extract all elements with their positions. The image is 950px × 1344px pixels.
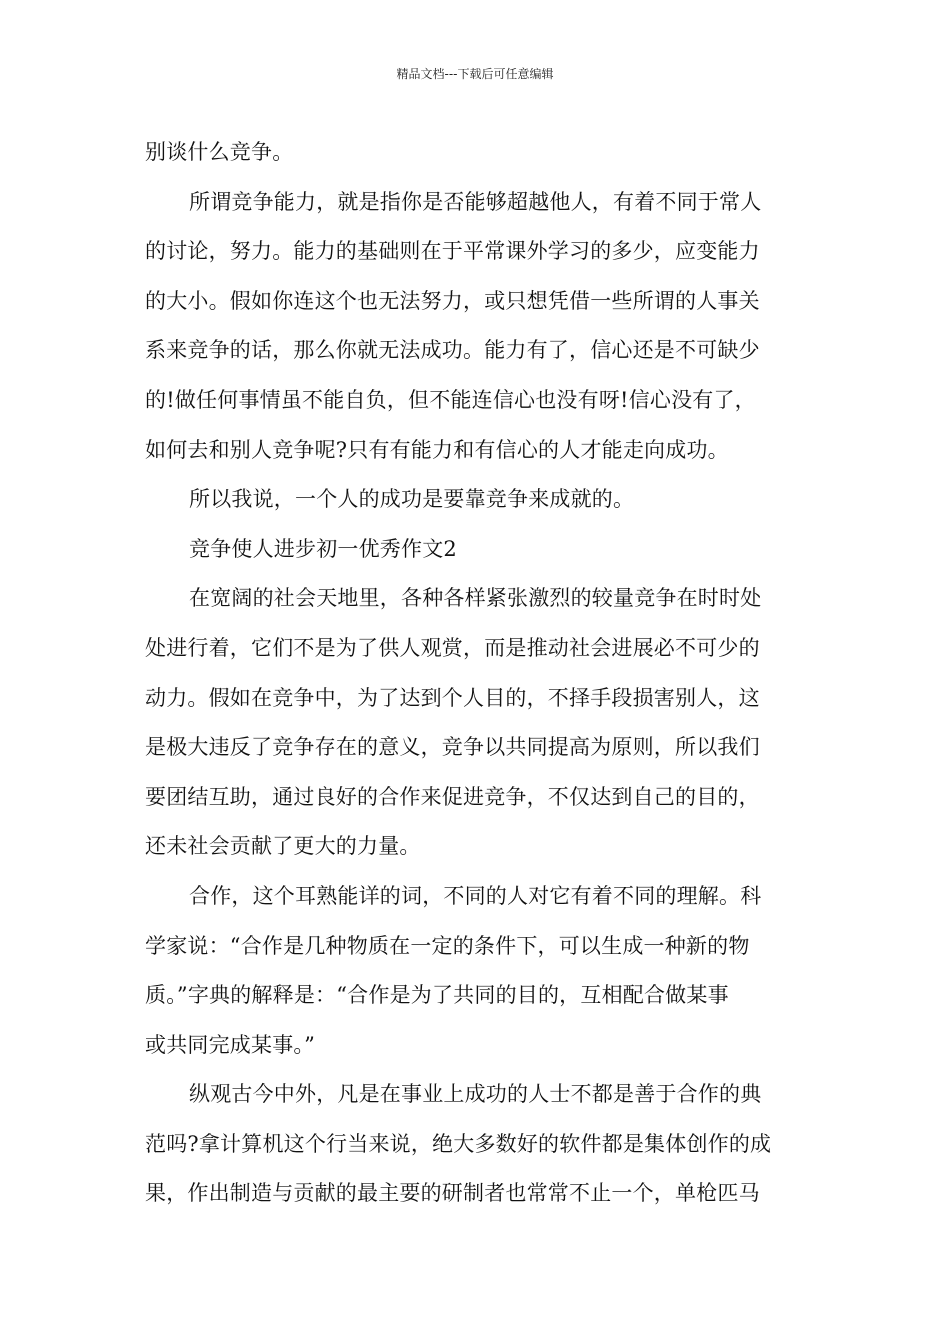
text-line: 是极大违反了竞争存在的意义，竞争以共同提高为原则，所以我们: [145, 735, 760, 760]
text-line: 还未社会贡献了更大的力量。: [145, 834, 421, 859]
text-line: 质。”字典的解释是：“合作是为了共同的目的，互相配合做某事: [145, 983, 729, 1008]
text-line: 动力。假如在竞争中，为了达到个人目的，不择手段损害别人，这: [145, 685, 760, 710]
text-line: 所以我说，一个人的成功是要靠竞争来成就的。: [189, 487, 635, 512]
text-line: 处进行着，它们不是为了供人观赏，而是推动社会进展必不可少的: [145, 635, 760, 660]
text-line: 范吗?拿计算机这个行当来说，绝大多数好的软件都是集体创作的成: [145, 1131, 772, 1156]
text-line: 的大小。假如你连这个也无法努力，或只想凭借一些所谓的人事关: [145, 288, 760, 313]
text-line: 学家说：“合作是几种物质在一定的条件下，可以生成一种新的物: [145, 933, 750, 958]
text-line: 纵观古今中外，凡是在事业上成功的人士不都是善于合作的典: [189, 1082, 762, 1107]
text-line: 的!做任何事情虽不能自负，但不能连信心也没有呀!信心没有了，: [145, 387, 756, 412]
text-line: 系来竞争的话，那么你就无法成功。能力有了，信心还是不可缺少: [145, 338, 760, 363]
text-line: 如何去和别人竞争呢?只有有能力和有信心的人才能走向成功。: [145, 437, 729, 462]
text-line: 在宽阔的社会天地里，各种各样紧张激烈的较量竞争在时时处: [189, 586, 762, 611]
section-title: 竞争使人进步初一优秀作文2: [189, 536, 457, 561]
text-line: 要团结互助，通过良好的合作来促进竞争，不仅达到自己的目的，: [145, 784, 760, 809]
page-header: 精品文档---下载后可任意编辑: [396, 67, 554, 81]
text-line: 果，作出制造与贡献的最主要的研制者也常常不止一个，单枪匹马: [145, 1181, 760, 1206]
text-line: 的讨论，努力。能力的基础则在于平常课外学习的多少，应变能力: [145, 239, 760, 264]
body-text: [145, 128, 807, 1219]
text-line: 合作，这个耳熟能详的词，不同的人对它有着不同的理解。科: [189, 883, 762, 908]
text-line: 或共同完成某事。”: [145, 1032, 316, 1057]
text-line: 别谈什么竞争。: [145, 140, 294, 164]
text-line: 所谓竞争能力，就是指你是否能够超越他人，有着不同于常人: [189, 189, 762, 214]
